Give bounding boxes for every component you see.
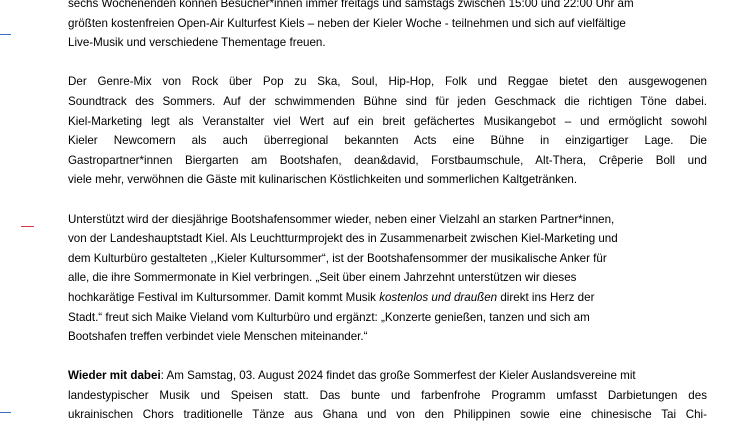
text-run: : Am Samstag, 03. August 2024 findet das große Sommerfest der Kieler Auslandsvereine mit [160,369,636,383]
document-body [68,0,707,425]
margin-mark-blue-1 [0,34,11,35]
text-run: direkt ins Herz der [497,290,595,304]
margin-mark-red [21,226,34,227]
text-line: sechs Wochenenden können Besucher*innen immer freitags und samstags zwischen 15:00 und 22:00 Uhr am [68,0,634,10]
text-line: dem Kulturbüro gestalteten ,,Kieler Kultursommer“, ist der Bootshafensommer der musikalische Anker für [68,251,607,265]
paragraph-support [68,210,707,347]
text-line: Live-Musik und verschiedene Thementage freuen. [68,36,326,50]
text-run: hochkarätige Festival im Kultursommer. Damit kommt Musik [68,290,380,304]
text-line: Kieler Newcomern als auch überregional bekannten Acts eine Bühne in einzigartiger Lage. Die [68,134,707,148]
paragraph-intro [68,0,707,53]
bold-lead-in: Wieder mit dabei [68,369,161,383]
text-line: Der Genre-Mix von Rock über Pop zu Ska, Soul, Hip-Hop, Folk und Reggae bietet den ausgewogenen [68,75,707,89]
text-line: landestypischer Musik und Speisen statt. Das bunte und farbenfrohe Programm umfasst Darbietungen des [68,388,707,402]
paragraph-summer-festival [68,366,707,425]
text-line: viele mehr, verwöhnen die Gäste mit kulinarischen Köstlichkeiten und sommerlichen Kaltgetränken. [68,173,578,187]
text-line: Stadt.“ freut sich Maike Vieland vom Kulturbüro und ergänzt: „Konzerte genießen, tanzen und sich am [68,310,590,324]
text-line: ukrainischen Chors traditionelle Tänze aus Ghana und von den Philippinen sowie eine chinesische Tai Chi- [68,408,707,422]
text-line: Bootshafen treffen verbindet viele Menschen miteinander.“ [68,330,368,344]
text-line: Unterstützt wird der diesjährige Bootshafensommer wieder, neben einer Vielzahl an starken Partner*innen, [68,212,615,226]
text-line [68,366,707,386]
text-line: von der Landeshauptstadt Kiel. Als Leuchtturmprojekt des in Zusammenarbeit zwischen Kiel-Marketing und [68,232,618,246]
italic-emphasis: kostenlos und draußen [379,290,498,304]
text-line: Kiel-Marketing legt als Veranstalter viel Wert auf ein breit gefächertes Musikangebot – und ermöglicht sowohl [68,114,707,128]
text-line: Soundtrack des Sommers. Auf der schwimmenden Bühne sind für jeden Geschmack die richtigen Töne dabei. [68,94,707,108]
text-line: alle, die ihre Sommermonate in Kiel verbringen. „Seit über einem Jahrzehnt unterstützen wir dieses [68,271,577,285]
text-line: größten kostenfreien Open-Air Kulturfest Kiels – neben der Kieler Woche - teilnehmen und sich auf vielfältige [68,16,626,30]
text-line [68,288,707,308]
text-line: Gastropartner*innen Biergarten am Bootshafen, dean&david, Forstbaumschule, Alt-Thera, Crêperie Boll und [68,153,707,167]
margin-mark-blue-2 [0,412,11,413]
paragraph-genre-mix [68,72,707,190]
